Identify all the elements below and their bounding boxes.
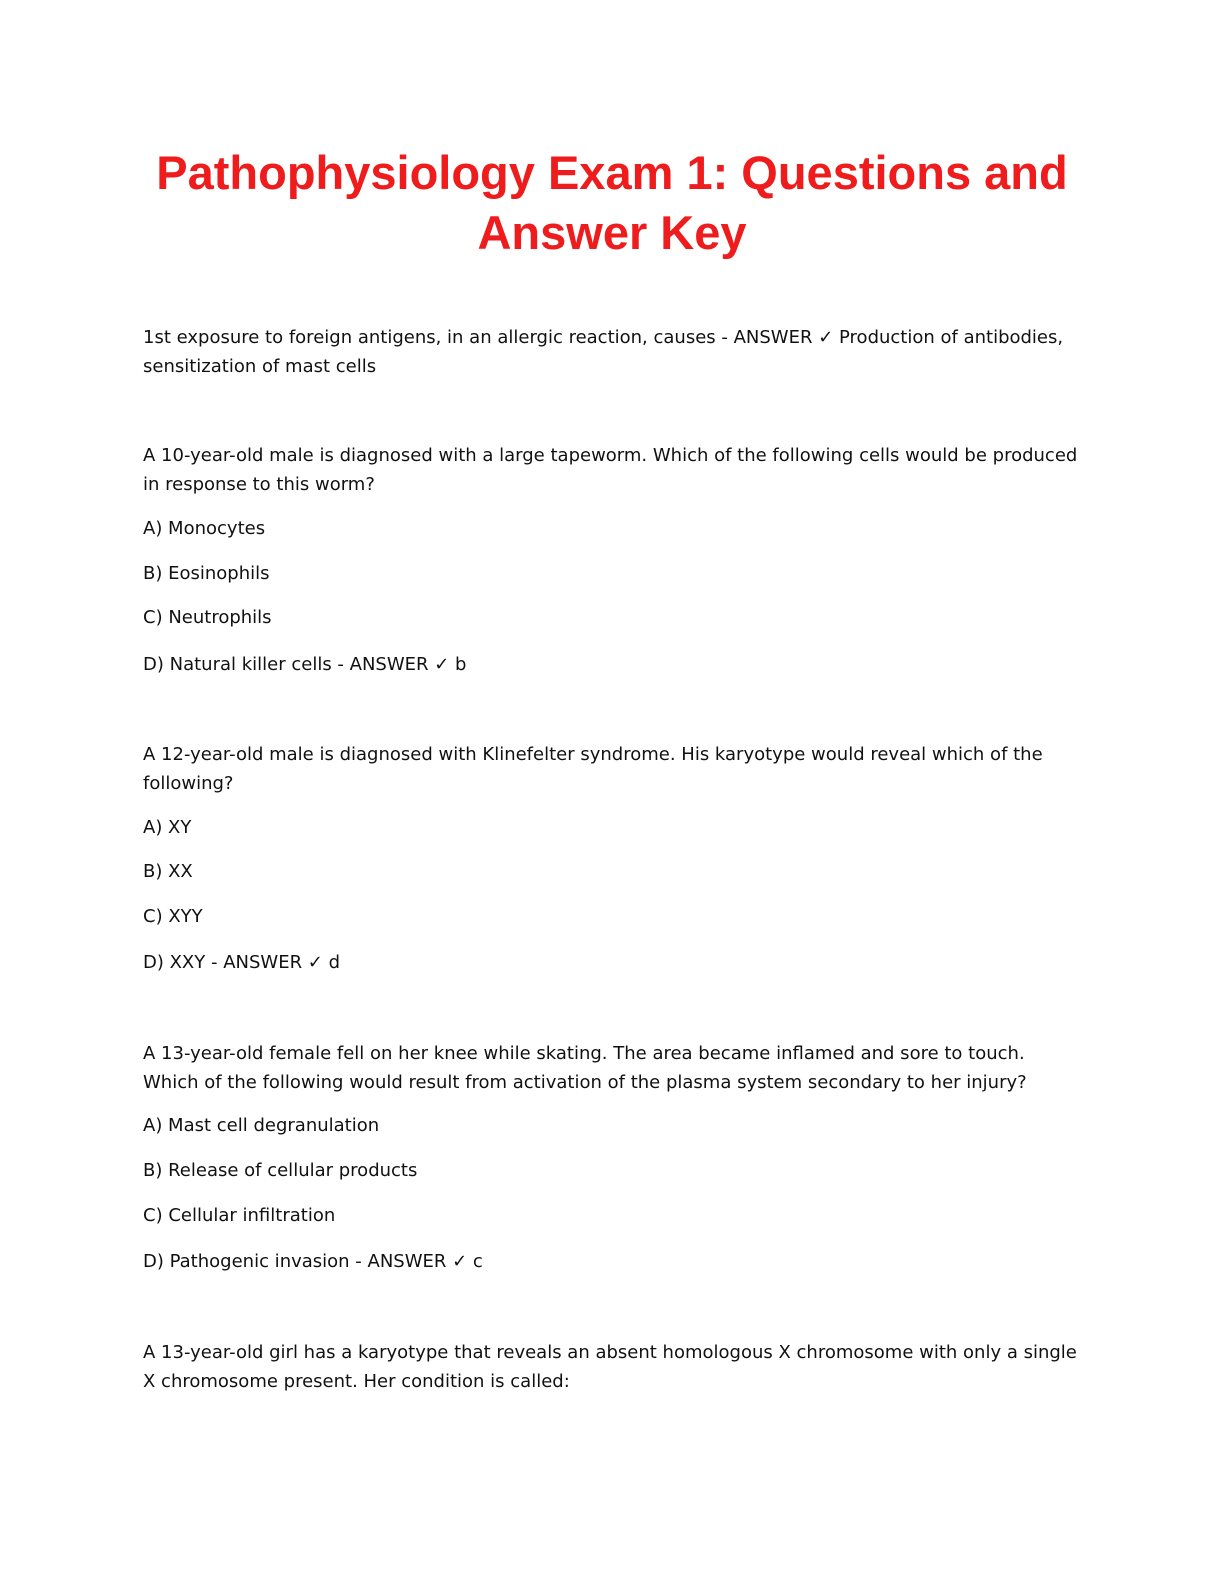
- question-3-text: A 12-year-old male is diagnosed with Klinefelter syndrome. His karyotype would reveal which of the following?: [143, 744, 1049, 794]
- question-1-text: 1st exposure to foreign antigens, in an allergic reaction, causes - ANSWER ✓ Production of antibodies, sensitization of mast cells: [143, 327, 1069, 377]
- question-4-option-a: A) Mast cell degranulation: [143, 1115, 380, 1136]
- question-2-option-b: B) Eosinophils: [143, 563, 270, 584]
- question-2-text: A 10-year-old male is diagnosed with a large tapeworm. Which of the following cells would be produced in response to this worm?: [143, 445, 1084, 495]
- question-2-option-d: D) Natural killer cells - ANSWER ✓ b: [143, 654, 467, 675]
- question-5-text: A 13-year-old girl has a karyotype that reveals an absent homologous X chromosome with only a single X chromosome present. Her condition is called:: [143, 1342, 1083, 1392]
- question-3-option-b: B) XX: [143, 861, 193, 882]
- question-2-option-a: A) Monocytes: [143, 518, 266, 539]
- title-line-1: Pathophysiology Exam 1: Questions and: [156, 146, 1068, 199]
- document-title: [120, 143, 1104, 263]
- question-4-text: A 13-year-old female fell on her knee while skating. The area became inflamed and sore to touch. Which of the following would result from activation of the plasma system secondary to her injury?: [143, 1043, 1031, 1093]
- question-2-option-c: C) Neutrophils: [143, 607, 272, 628]
- question-3-option-c: C) XYY: [143, 906, 203, 927]
- question-4-option-b: B) Release of cellular products: [143, 1160, 418, 1181]
- question-4-option-c: C) Cellular infiltration: [143, 1205, 336, 1226]
- question-3-option-d: D) XXY - ANSWER ✓ d: [143, 952, 341, 973]
- question-3-option-a: A) XY: [143, 817, 192, 838]
- title-line-2: Answer Key: [477, 206, 747, 259]
- question-4-option-d: D) Pathogenic invasion - ANSWER ✓ c: [143, 1251, 483, 1272]
